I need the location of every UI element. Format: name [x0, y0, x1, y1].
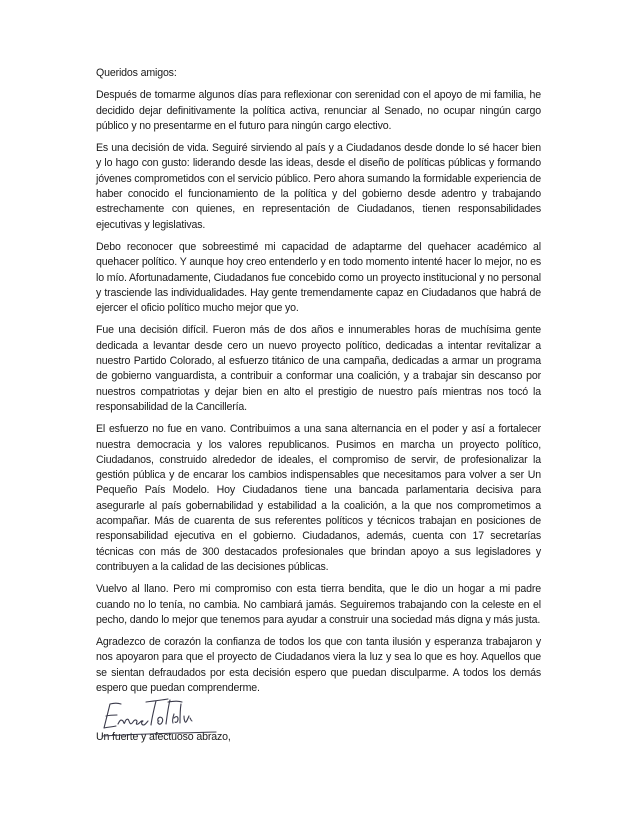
paragraph-4: Fue una decisión difícil. Fueron más de dos años e innumerables horas de muchísima gente dedicada a levantar desde cero un nuevo proyecto político, dedicadas a intentar revitalizar a nuestro Partido Colorado, al esfuerzo titánico de una campaña, dedicadas a armar un programa de gobierno vanguardista, a contribuir a conformar una coalición, y a trabajar sin descanso por nuestros compatriotas y dejar bien en alto el prestigio de nuestro país mientras nos tocó la responsabilidad de la Cancillería.	[96, 324, 541, 413]
paragraph-6: Vuelvo al llano. Pero mi compromiso con esta tierra bendita, que le dio un hogar a mi padre cuando no lo tenía, no cambia. No cambiará jamás. Seguiremos trabajando con la celeste en el pecho, dando lo mejor que tenemos para ayudar a construir una sociedad más digna y más justa.	[96, 583, 541, 626]
paragraph-1: Después de tomarme algunos días para reflexionar con serenidad con el apoyo de mi familia, he decidido dejar definitivamente la política activa, renunciar al Senado, no ocupar ningún cargo público y no presentarme en el futuro para ningún cargo electivo.	[96, 89, 541, 132]
letter-body	[96, 66, 541, 746]
signature-underline	[102, 732, 216, 736]
paragraph-5: El esfuerzo no fue en vano. Contribuimos a una sana alternancia en el poder y así a fortalecer nuestra democracia y los valores republicanos. Pusimos en marcha un proyecto político, Ciudadanos, construido alrededor de ideales, el compromiso de servir, de profesionalizar la gestión pública y de encarar los cambios indispensables que necesitamos para volver a ser Un Pequeño País Modelo. Hoy Ciudadanos tiene una bancada parlamentaria decisiva para asegurarle al país gobernabilidad y estabilidad a la coalición, a la que nos comprometimos a acompañar. Más de cuarenta de sus referentes políticos y técnicos trabajan en posiciones de responsabilidad ejecutiva en el gobierno. Ciudadanos, además, cuenta con 17 secretarías técnicas con más de 300 destacados profesionales que brindan apoyo a sus legisladores y contribuyen a la calidad de las decisiones públicas.	[96, 423, 541, 573]
closing: Un fuerte y afectuoso abrazo,	[96, 731, 231, 744]
paragraph-7: Agradezco de corazón la confianza de todos los que con tanta ilusión y esperanza trabajaron y nos apoyaron para que el proyecto de Ciudadanos viera la luz y sea lo que es hoy. Aquellos que se sientan defraudados por esta decisión espero que puedan disculparme. A todos los demás espero que puedan comprenderme.	[96, 636, 541, 694]
signature-stroke	[118, 719, 148, 725]
paragraph-3: Debo reconocer que sobreestimé mi capacidad de adaptarme del quehacer académico al quehacer político. Y aunque hoy creo entenderlo y en todo momento intenté hacer lo mejor, no es lo mío. Afortunadamente, Ciudadanos fue concebido como un proyecto institucional y no personal y trasciende las individualidades. Hay gente tremendamente capaz en Ciudadanos que habrá de ejercer el oficio político mucho mejor que yo.	[96, 240, 541, 315]
signature-stroke	[146, 699, 168, 725]
signature-stroke	[166, 700, 192, 724]
greeting: Queridos amigos:	[96, 67, 177, 79]
handwritten-signature	[96, 694, 226, 740]
paragraph-2: Es una decisión de vida. Seguiré sirviendo al país y a Ciudadanos desde donde lo sé hacer bien y lo hago con gusto: liderando desde las ideas, desde el diseño de políticas públicas y formando jóvenes comprometidos con el servicio público. Pero ahora sumando la formidable experiencia de haber conocido el funcionamiento de la política y del gobierno desde adentro y trabajando estrechamente con quienes, en representación de Ciudadanos, tienen responsabilidades ejecutivas y legislativas.	[96, 142, 541, 231]
